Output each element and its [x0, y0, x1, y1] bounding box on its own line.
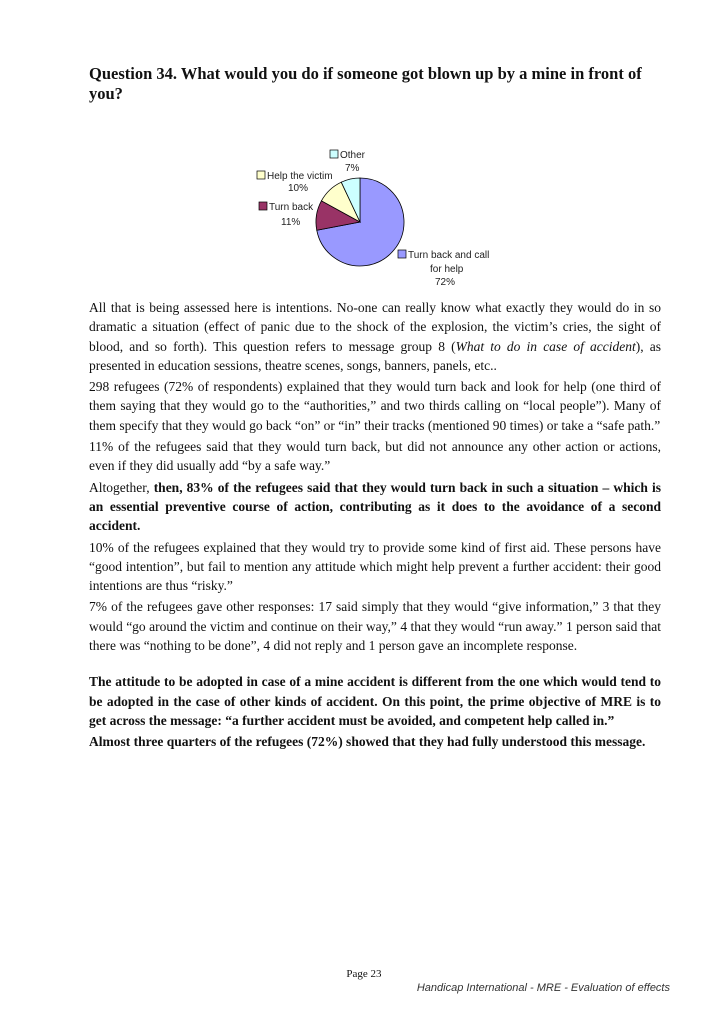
pie-chart — [0, 140, 728, 300]
paragraph-298-refugees: 298 refugees (72% of respondents) explained that they would turn back and look for help (one third of them saying that they would go to the “authorities,” and two thirds calling on “local people”). Many of them specify that they would go back “on” or “in” their tracks (mentioned 90 times) or take a “safe path.” — [89, 379, 661, 433]
label-call-help-pct: 72% — [435, 277, 456, 288]
body-text — [89, 298, 661, 754]
question-heading: Question 34. What would you do if someone got blown up by a mine in front of you? — [89, 64, 642, 103]
legend-swatch-call-help — [398, 250, 406, 258]
label-turn-back-pct: 11% — [281, 217, 301, 228]
label-help-victim: Help the victim — [267, 171, 333, 182]
paragraph-11-percent: 11% of the refugees said that they would turn back, but did not announce any other action or actions, even if they did usually add “by a safe way.” — [89, 439, 661, 474]
page-number: Page 23 — [346, 968, 382, 980]
paragraph-altogether: Altogether, then, 83% of the refugees said that they would turn back in such a situation – which is an essential preventive course of action, contributing as it does to the avoidance of a second accident. — [89, 479, 661, 534]
label-turn-back: Turn back — [269, 202, 314, 213]
label-call-help-2: for help — [430, 264, 464, 275]
label-other-pct: 7% — [345, 163, 360, 174]
label-other: Other — [340, 150, 366, 161]
footer-organization: Handicap International - MRE - Evaluation of effects — [416, 982, 670, 994]
paragraph-10-percent: 10% of the refugees explained that they would try to provide some kind of first aid. These persons have “good intention”, but fail to mention any attitude which might help prevent a further accident: their good intentions are thus “risky.” — [89, 539, 661, 594]
legend-swatch-turn-back — [259, 202, 267, 210]
paragraph-conclusion: Almost three quarters of the refugees (72%) showed that they had fully understood this message. — [89, 734, 646, 750]
paragraph-intentions: All that is being assessed here is intentions. No-one can really know what exactly they would do in so dramatic a situation (effect of panic due to the shock of the explosion, the victim’s cries, the sight of blood, and so forth). This question refers to message group 8 (What to do in case of accident), as presented in education sessions, theatre scenes, songs, banners, panels, etc.. — [89, 300, 661, 373]
legend-swatch-other — [330, 150, 338, 158]
legend-swatch-help-victim — [257, 171, 265, 179]
label-call-help-1: Turn back and call — [408, 250, 490, 261]
paragraph-7-percent: 7% of the refugees gave other responses: 17 said simply that they would “give information,” 3 that they would “go around the victim and continue on their way,” 4 that they would “run away.” 1 person said that there was “nothing to be done”, 4 did not reply and 1 person gave an incomplete response. — [89, 599, 661, 654]
paragraph-attitude: The attitude to be adopted in case of a mine accident is different from the one which would tend to be adopted in the case of other kinds of accident. On this point, the prime objective of MRE is to get across the message: “a further accident must be avoided, and competent help called in.” — [89, 674, 661, 728]
message-group-title: What to do in case of accident — [455, 338, 636, 354]
label-help-victim-pct: 10% — [288, 183, 309, 194]
